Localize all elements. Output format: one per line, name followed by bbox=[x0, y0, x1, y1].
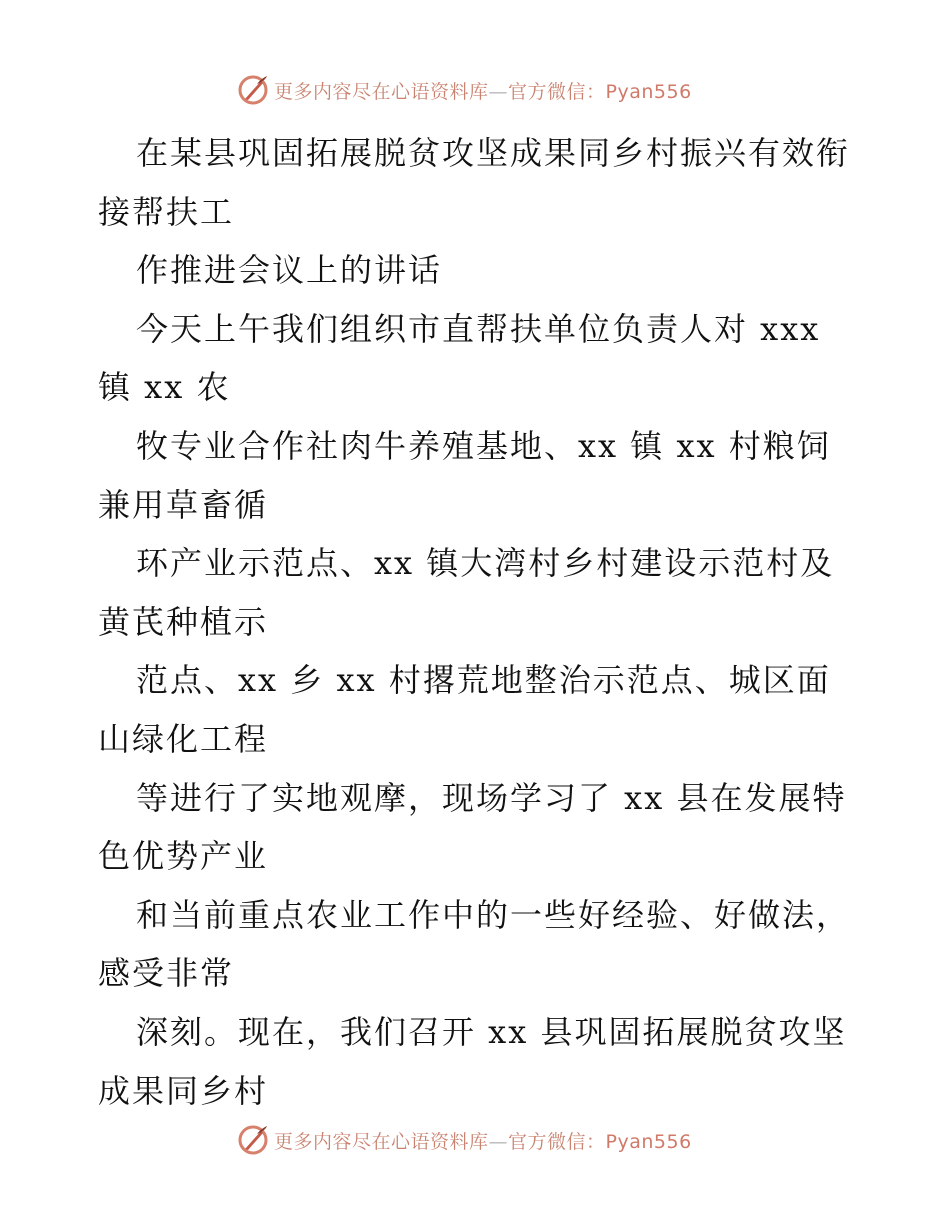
watermark-text bbox=[274, 1127, 692, 1154]
text-line: 作推进会议上的讲话 bbox=[136, 251, 443, 290]
watermark-footer bbox=[236, 1122, 692, 1158]
watermark-text bbox=[274, 77, 692, 104]
text-line: 环产业示范点、xx 镇大湾村乡村建设示范村及 bbox=[136, 544, 835, 583]
watermark-label: 官方微信： bbox=[508, 1130, 606, 1153]
text-line: 牧专业合作社肉牛养殖基地、xx 镇 xx 村粮饲 bbox=[136, 426, 831, 465]
text-line: 深刻。现在，我们召开 xx 县巩固拓展脱贫攻坚 bbox=[136, 1012, 847, 1051]
text-line: 等进行了实地观摩，现场学习了 xx 县在发展特 bbox=[136, 778, 847, 817]
watermark-label: 官方微信： bbox=[508, 80, 606, 103]
text-line: 感受非常 bbox=[98, 954, 235, 993]
watermark-dash: — bbox=[488, 1130, 509, 1153]
text-line: 今天上午我们组织市直帮扶单位负责人对 xxx bbox=[136, 309, 821, 348]
text-line: 在某县巩固拓展脱贫攻坚成果同乡村振兴有效衔 bbox=[136, 134, 851, 172]
text-line: 镇 xx 农 bbox=[98, 368, 231, 407]
watermark-main: 更多内容尽在心语资料库 bbox=[274, 80, 489, 103]
watermark-dash: — bbox=[488, 80, 509, 103]
text-line: 接帮扶工 bbox=[98, 192, 235, 231]
text-line: 范点、xx 乡 xx 村撂荒地整治示范点、城区面 bbox=[136, 661, 831, 700]
text-line: 兼用草畜循 bbox=[98, 485, 269, 524]
watermark-handle: Pyan556 bbox=[605, 80, 692, 103]
watermark-handle: Pyan556 bbox=[605, 1130, 692, 1153]
text-line: 成果同乡村 bbox=[98, 1071, 269, 1110]
text-line: 黄芪种植示 bbox=[98, 602, 269, 641]
text-line: 和当前重点农业工作中的一些好经验、好做法， bbox=[136, 895, 851, 934]
text-line: 色优势产业 bbox=[98, 837, 269, 876]
watermark-main: 更多内容尽在心语资料库 bbox=[274, 1130, 489, 1153]
document-body bbox=[98, 124, 868, 1120]
quill-logo-icon bbox=[236, 1123, 270, 1157]
quill-logo-icon bbox=[236, 73, 270, 107]
text-line: 山绿化工程 bbox=[98, 719, 269, 758]
watermark-header bbox=[236, 72, 692, 108]
